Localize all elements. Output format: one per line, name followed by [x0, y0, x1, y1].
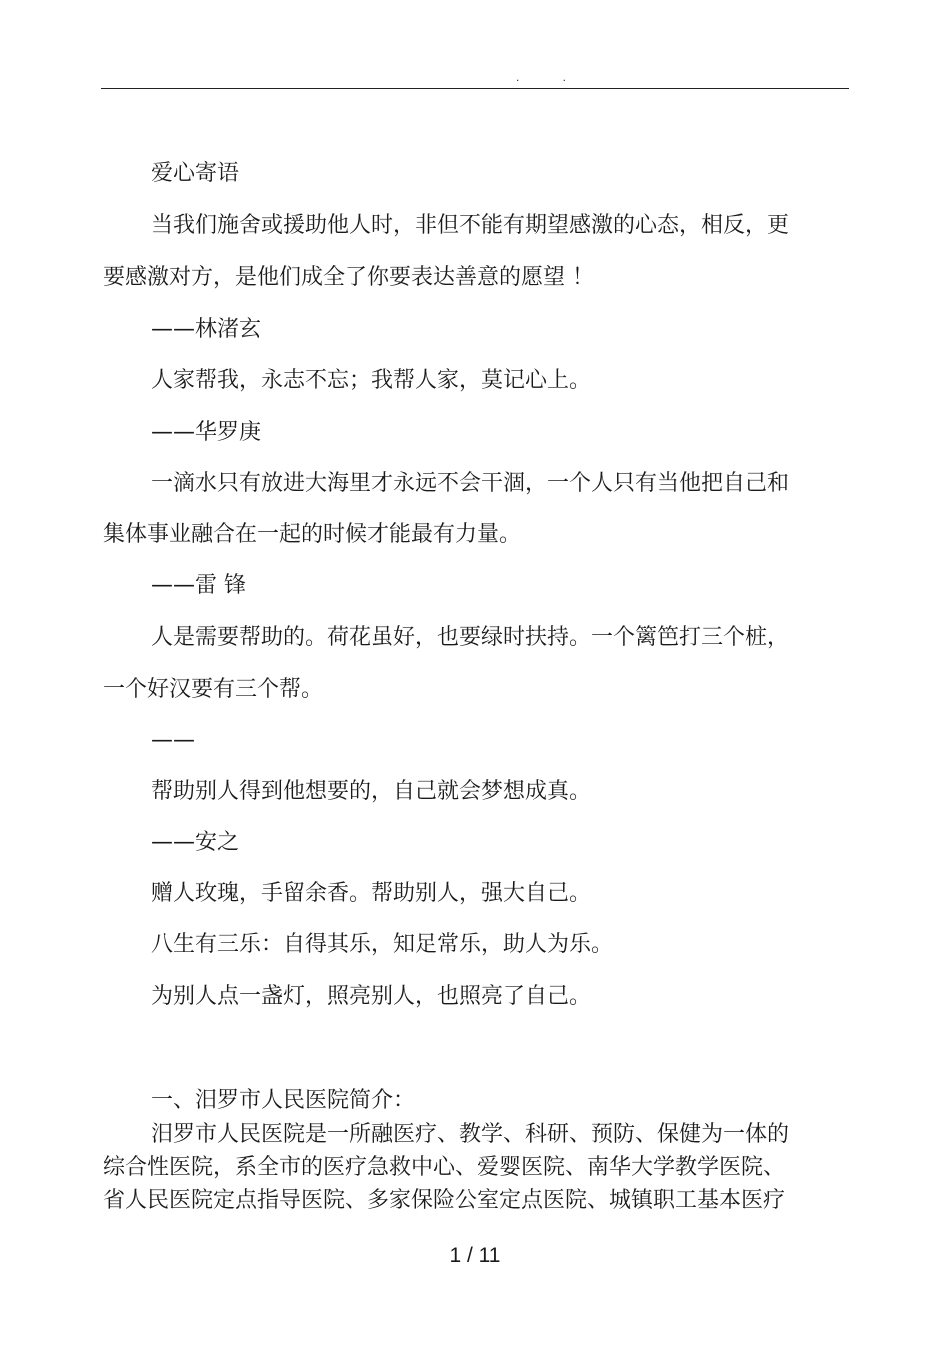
text-line: 人是需要帮助的。荷花虽好，也要绿时扶持。一个篱笆打三个桩， [151, 625, 790, 650]
header-rule [101, 88, 849, 89]
attribution: ——华罗庚 [151, 420, 262, 445]
header-dots: . . [516, 70, 587, 84]
text-line: 帮助别人得到他想要的，自己就会梦想成真。 [151, 779, 592, 804]
attribution: ——雷 锋 [151, 573, 246, 598]
attribution: ——林渚玄 [151, 317, 262, 342]
attribution: —— [151, 728, 195, 753]
text-line: 集体事业融合在一起的时候才能最有力量。 [103, 522, 522, 547]
text-line: 汨罗市人民医院是一所融医疗、教学、科研、预防、保健为一体的 [151, 1122, 790, 1147]
section-heading: 一、汨罗市人民医院简介： [151, 1088, 416, 1113]
text-line: 一滴水只有放进大海里才永远不会干涸，一个人只有当他把自己和 [151, 471, 790, 496]
text-line: 一个好汉要有三个帮。 [103, 677, 324, 702]
section-title: 爱心寄语 [151, 161, 240, 186]
text-line: 为别人点一盏灯，照亮别人，也照亮了自己。 [151, 984, 592, 1009]
text-line: 省人民医院定点指导医院、多家保险公室定点医院、城镇职工基本医疗 [103, 1188, 786, 1213]
text-line: 人家帮我，永志不忘；我帮人家，莫记心上。 [151, 368, 592, 393]
page-number: 1 / 11 [449, 1244, 501, 1267]
text-line: 八生有三乐：自得其乐，知足常乐，助人为乐。 [151, 932, 614, 957]
text-line: 综合性医院，系全市的医疗急救中心、爱婴医院、南华大学教学医院、 [103, 1155, 786, 1180]
text-line: 当我们施舍或援助他人时，非但不能有期望感激的心态，相反，更 [151, 213, 790, 238]
attribution: ——安之 [151, 830, 240, 855]
text-line: 赠人玫瑰，手留余香。帮助别人，强大自己。 [151, 881, 592, 906]
text-line: 要感激对方，是他们成全了你要表达善意的愿望 ！ [103, 265, 594, 290]
